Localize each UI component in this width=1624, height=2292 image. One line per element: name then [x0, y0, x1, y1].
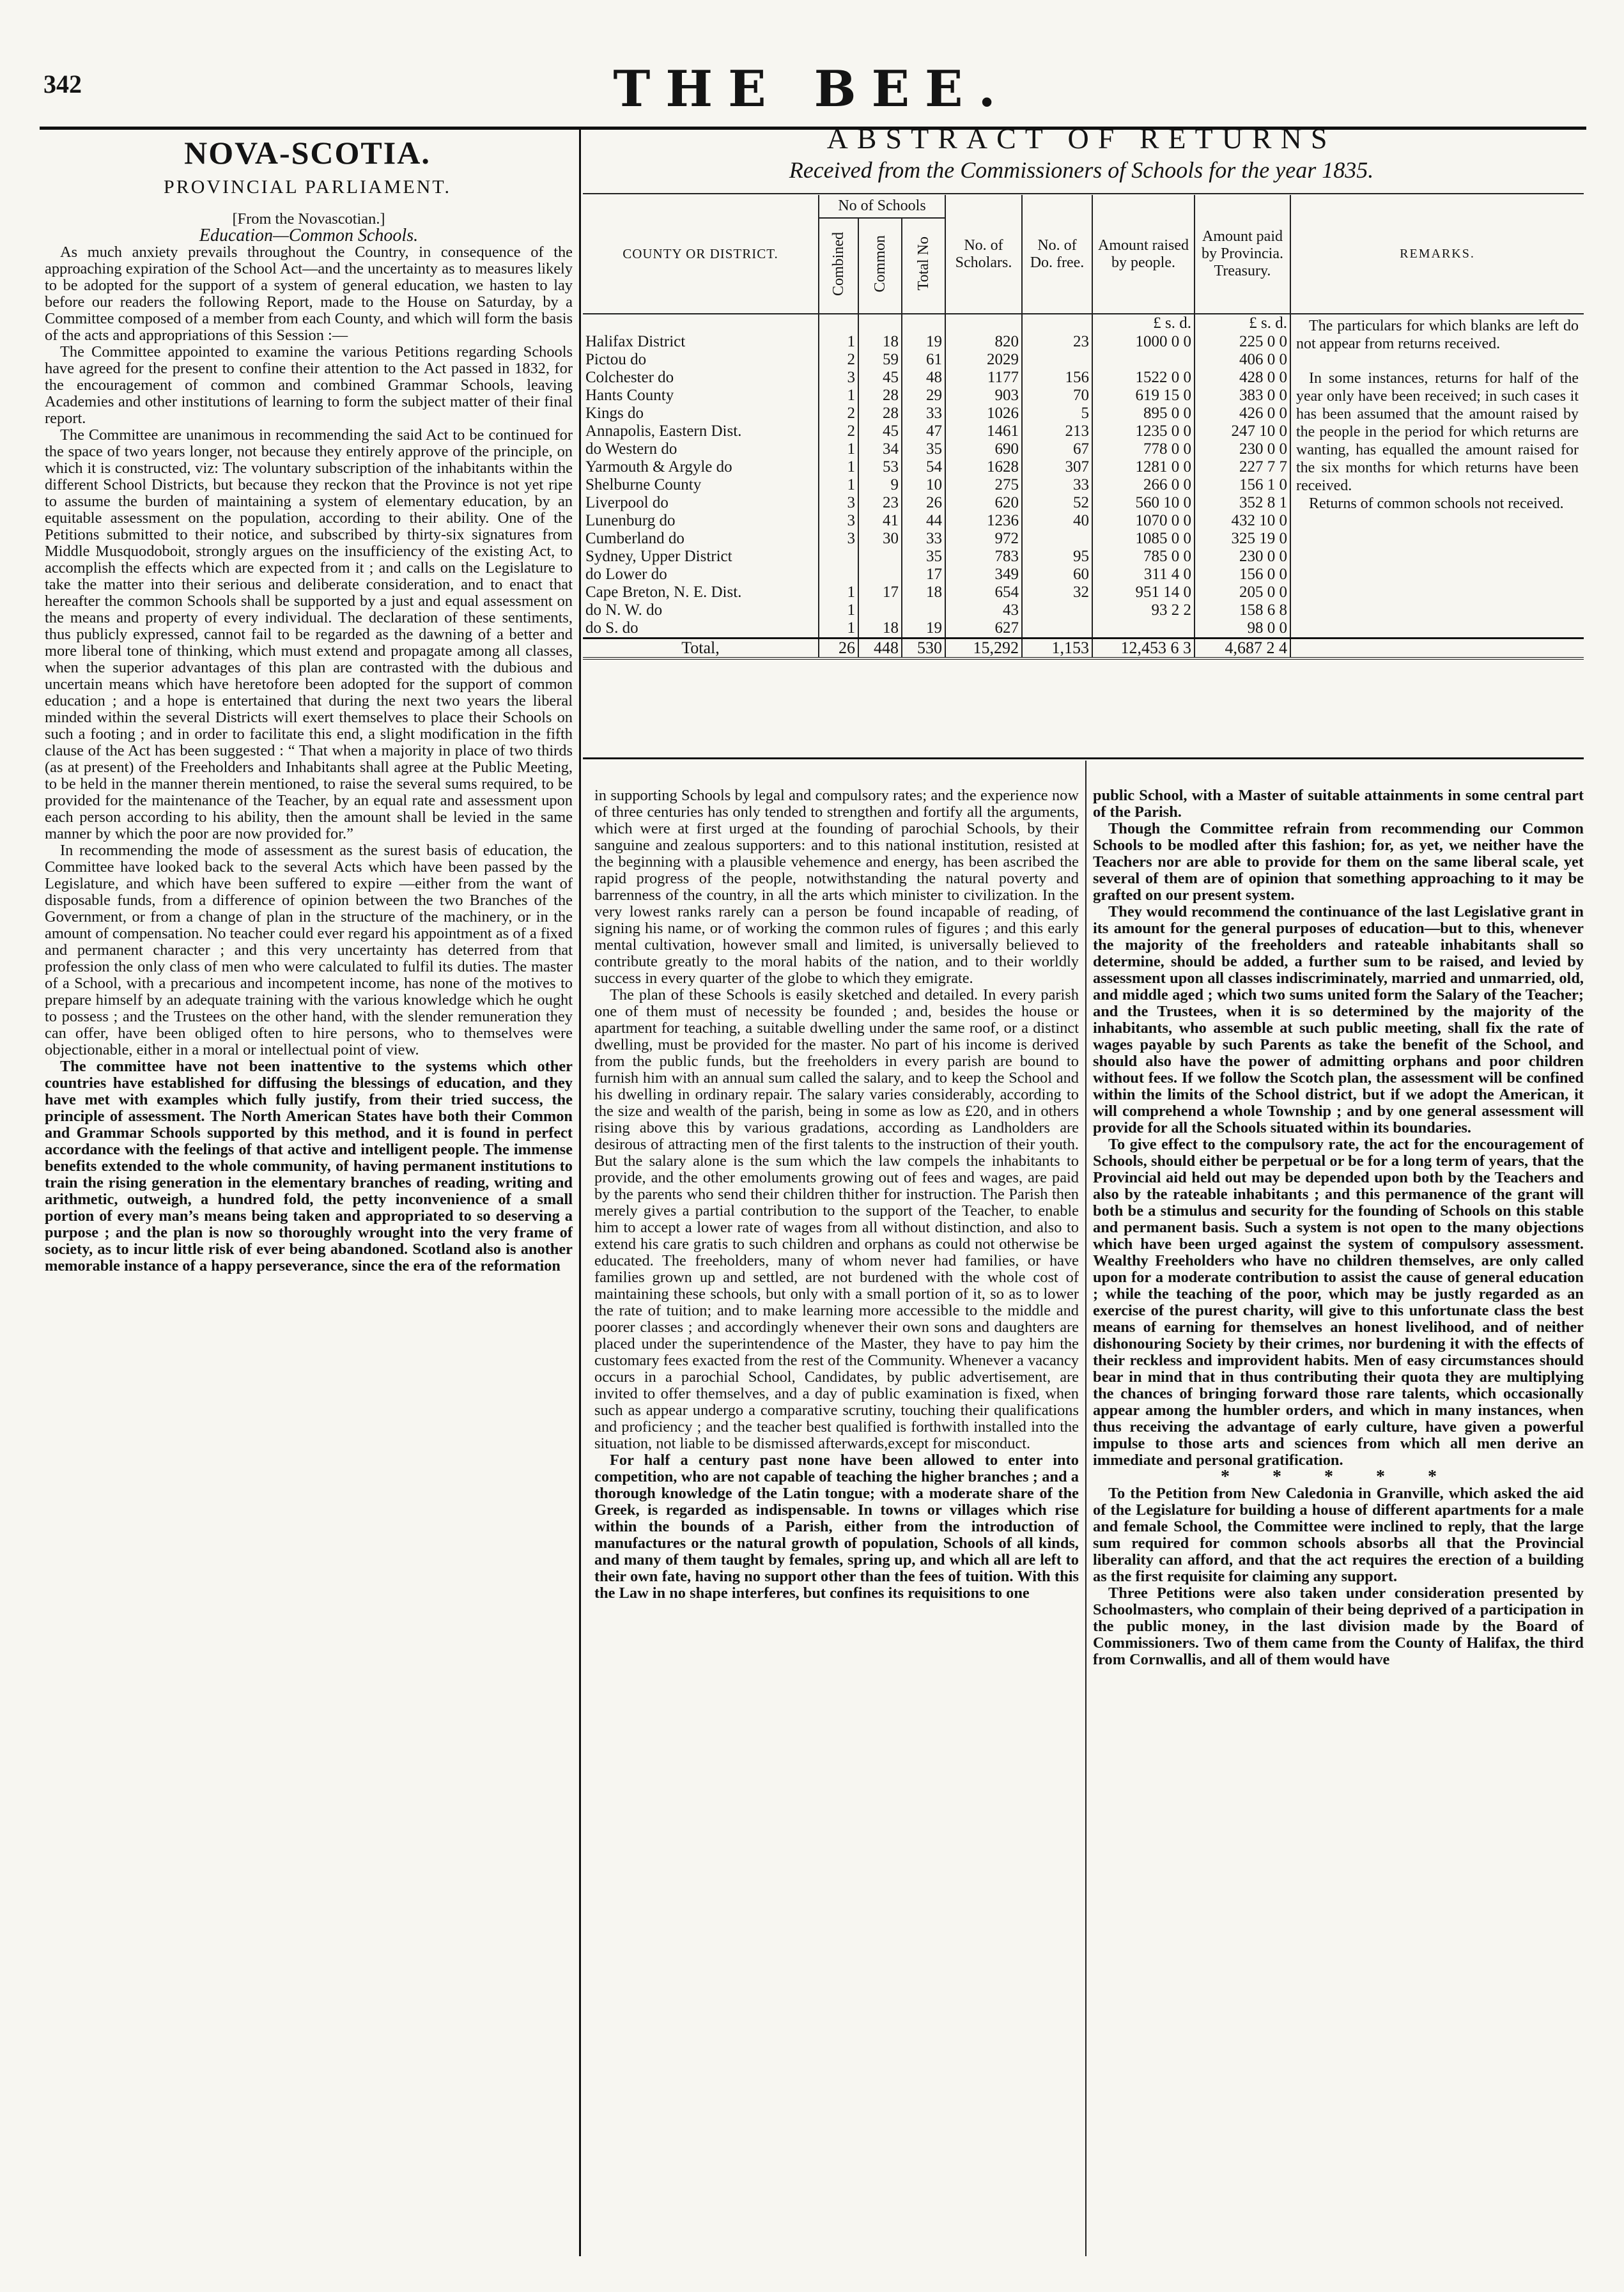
cell-scholars: 654: [945, 584, 1022, 601]
cell-raised: 1070 0 0: [1092, 512, 1195, 530]
paragraph: The Committee appointed to examine the various Petitions regarding Schools have agreed for the present to confine their attention to the Act passed in 1832, for the encouragement of common and combined Grammar Schools, leaving Academies and other institutions of learning to form the subject matter of their final report.: [45, 343, 573, 427]
cell-total: 29: [902, 387, 945, 405]
cell-total: 48: [902, 369, 945, 387]
cell-free: 5: [1022, 405, 1092, 422]
cell-raised: 895 0 0: [1092, 405, 1195, 422]
middle-column: [594, 787, 1079, 1602]
currency-label: £ s. d.: [1195, 314, 1290, 333]
cell-county: Kings do: [585, 405, 644, 422]
cell-combined: 3: [819, 369, 858, 387]
cell-raised: 1085 0 0: [1092, 530, 1195, 548]
col-header-common: Common: [871, 235, 888, 293]
cell-scholars: 1177: [945, 369, 1022, 387]
cell-free: 307: [1022, 458, 1092, 476]
cell-common: 53: [858, 458, 902, 476]
cell-total: 47: [902, 422, 945, 440]
remark-not-received: Returns of common schools not received.: [1309, 495, 1564, 512]
cell-county: Hants County: [585, 387, 674, 404]
paragraph: They would recommend the continuance of the last Legislative grant in its amount for the general purposes of education—but to this, whenever the majority of the freeholders and rateable inhabitants shall so determine, should be added, a further sum to be raised, and levied by assessment upon all classes indiscriminately, married and unmarried, old, and middle aged ; which two sums united form the Salary of the Teacher; and the Trustees, when it is so determined by the majority of the inhabitants, who assemble at such public meeting, shall fix the rate of wages payable by such Parents as take the benefit of the School, and should also have the power of admitting orphans and poor children without fees. If we follow the Scotch plan, the assessment will be confined within the limits of the School district, but if we adopt the American, it will comprehend a whole Township ; and by one general assessment will provide for all the Schools situated within its boundaries.: [1093, 903, 1584, 1136]
cell-scholars: 820: [945, 333, 1022, 351]
abstract-subtitle: Received from the Commissioners of Schools for the year 1835.: [789, 157, 1374, 183]
remark-blanks: The particulars for which blanks are left do not appear from returns received.: [1296, 318, 1579, 352]
cell-raised: [1092, 351, 1195, 369]
cell-combined: [819, 566, 858, 584]
cell-paid: 225 0 0: [1195, 333, 1290, 351]
abstract-title: ABSTRACT OF RETURNS: [826, 122, 1336, 155]
cell-raised: 785 0 0: [1092, 548, 1195, 566]
paragraph: As much anxiety prevails throughout the Country, in consequence of the approaching expiration of the School Act—and the uncertainty as to measures likely to be adopted for the support of a system of general education, we hasten to lay before our readers the following Report, made to the House on Saturday, by a Committee composed of a member from each County, and which will form the basis of the acts and appropriations of this Session :—: [45, 244, 573, 344]
cell-common: 41: [858, 512, 902, 530]
remark-half-year: In some instances, returns for half of the year only have been received; in such cases it has been assumed that the amount raised by the people in the period for which returns are wanting, has equalled the amount raised for the six months for which returns have been received.: [1296, 370, 1579, 494]
cell-county: do Western do: [585, 440, 677, 458]
cell-county: Liverpool do: [585, 494, 669, 511]
cell-paid: 406 0 0: [1195, 351, 1290, 369]
cell-combined: 2: [819, 422, 858, 440]
cell-county: Sydney, Upper District: [585, 548, 732, 565]
total-raised: 12,453 6 3: [1092, 639, 1195, 659]
cell-combined: 1: [819, 619, 858, 639]
source-note: [From the Novascotian.]: [232, 210, 385, 228]
cell-county: Lunenburg do: [585, 512, 676, 529]
cell-county: Cape Breton, N. E. Dist.: [585, 584, 742, 601]
cell-raised: 266 0 0: [1092, 476, 1195, 494]
abstract-body: [583, 314, 1584, 639]
total-paid: 4,687 2 4: [1195, 639, 1290, 659]
cell-total: 17: [902, 566, 945, 584]
cell-combined: 1: [819, 458, 858, 476]
cell-common: 23: [858, 494, 902, 512]
cell-free: 67: [1022, 440, 1092, 458]
cell-common: 34: [858, 440, 902, 458]
cell-paid: 426 0 0: [1195, 405, 1290, 422]
cell-common: 18: [858, 619, 902, 639]
cell-scholars: 275: [945, 476, 1022, 494]
cell-county: do S. do: [585, 619, 638, 637]
cell-paid: 205 0 0: [1195, 584, 1290, 601]
cell-scholars: 1236: [945, 512, 1022, 530]
total-row: [583, 639, 1584, 659]
cell-free: 33: [1022, 476, 1092, 494]
cell-county: Pictou do: [585, 351, 647, 368]
paragraph: The committee have not been inattentive to the systems which other countries have established for diffusing the blessings of education, and they have met with examples which fully justify, from their tried success, the principle of assessment. The North American States have both their Common and Grammar Schools supported by this method, and it is found in perfect accordance with the feelings of that active and intelligent people. The immense benefits extended to the whole community, of having permanent institutions to train the rising generation in the elementary branches of reading, writing and arithmetic, outweigh, a hundred fold, the petty inconvenience of a small portion of every man’s means being taken and appropriated to so deserving a purpose ; and the plan is now so thoroughly wrought into the very frame of society, as to incur little risk of ever being abandoned. Scotland also is another memorable instance of a happy perseverance, since the era of the reformation: [45, 1058, 573, 1274]
cell-combined: 1: [819, 476, 858, 494]
cell-scholars: 783: [945, 548, 1022, 566]
cell-free: 40: [1022, 512, 1092, 530]
total-common: 448: [858, 639, 902, 659]
cell-paid: 158 6 8: [1195, 601, 1290, 619]
cell-total: 35: [902, 440, 945, 458]
paragraph: Three Petitions were also taken under consideration presented by Schoolmasters, who complain of their being deprived of a participation in the public money, in the last division made by the Board of Commissioners. Two of them came from the County of Halifax, the third from Cornwallis, and all of them would have: [1093, 1584, 1584, 1668]
cell-free: 60: [1022, 566, 1092, 584]
cell-paid: 156 1 0: [1195, 476, 1290, 494]
section-subtitle: PROVINCIAL PARLIAMENT.: [164, 176, 451, 197]
abstract-table-wrap: [583, 195, 1584, 660]
cell-free: 95: [1022, 548, 1092, 566]
cell-raised: 93 2 2: [1092, 601, 1195, 619]
cell-combined: 2: [819, 351, 858, 369]
total-label: Total,: [583, 639, 819, 659]
cell-combined: [819, 548, 858, 566]
cell-free: [1022, 351, 1092, 369]
column-rule: [1085, 761, 1087, 2256]
section-title: NOVA-SCOTIA.: [184, 135, 431, 171]
cell-scholars: 972: [945, 530, 1022, 548]
cell-raised: 1235 0 0: [1092, 422, 1195, 440]
cell-scholars: 627: [945, 619, 1022, 639]
cell-common: 28: [858, 405, 902, 422]
cell-scholars: 1628: [945, 458, 1022, 476]
section-stars: * * * * *: [1221, 1467, 1456, 1487]
cell-paid: 428 0 0: [1195, 369, 1290, 387]
abstract-bottom-rule: [583, 757, 1584, 759]
cell-total: 54: [902, 458, 945, 476]
masthead: THE BEE.: [613, 60, 1011, 118]
paragraph: in supporting Schools by legal and compulsory rates; and the experience now of three centuries has only tended to strengthen and fortify all the arguments, which were at first urged at the founding of parochial Schools, by their sanguine and zealous supporters: and to this national institution, resisted at the beginning with a plausible vehemence and energy, has been ascribed the rapid progress of the people, notwithstanding the natural poverty and barrenness of the country, in all the arts which minister to civilization. In the very lowest ranks rarely can a person be found incapable of reading, of signing his name, or of working the common rules of figures ; and this early mental cultivation, however small and limited, is universally believed to contribute greatly to the moral habits of the nation, and to their worldly success in every quarter of the globe to which they emigrate.: [594, 787, 1079, 987]
cell-combined: 1: [819, 387, 858, 405]
cell-county: Annapolis, Eastern Dist.: [585, 422, 742, 440]
cell-free: 52: [1022, 494, 1092, 512]
cell-total: 33: [902, 405, 945, 422]
cell-raised: 560 10 0: [1092, 494, 1195, 512]
cell-county: Cumberland do: [585, 530, 684, 547]
cell-scholars: 620: [945, 494, 1022, 512]
cell-combined: 3: [819, 494, 858, 512]
cell-free: 213: [1022, 422, 1092, 440]
cell-common: [858, 601, 902, 619]
cell-common: 28: [858, 387, 902, 405]
col-header-scholars: No. of Scholars.: [945, 195, 1022, 314]
col-header-raised: Amount raised by people.: [1092, 195, 1195, 314]
cell-paid: 352 8 1: [1195, 494, 1290, 512]
paragraph: The Committee are unanimous in recommending the said Act to be continued for the space of two years longer, not because they entirely approve of the principle, on which it is constructed, viz: The voluntary subscription of the inhabitants within the different School Districts, but because they reckon that the Province is not yet ripe to assume the burden of maintaining a system of elementary education, by an equitable assessment on the population, according to their ability. One of the Petitions submitted to their notice, and subscribed by thirty-six signatures from Middle Musquodoboit, strongly argues on the insufficiency of the existing Act, to accomplish the effects which are expected from it ; and calls on the Legislature to take the matter into their serious and deliberate consideration, and to enact that hereafter the common Schools shall be supported by a just and equal assessment on the means and property of every individual. The declaration of these sentiments, thus publicly expressed, cannot fail to be regarded as the dawning of a better and more liberal tone of thinking, which must extend and propagate among all classes, when the superior advantages of this plan are contrasted with the dubious and uncertain means which have heretofore been adopted for the support of common education ; and a hope is entertained that during the next two years the liberal minded within the several Districts will exert themselves to place their Schools on such a footing ; and in order to facilitate this end, a slight modification in the fifth clause of the Act has been suggested : “ That when a majority in place of two thirds (as at present) of the Freeholders and Inhabitants shall agree at the Public Meeting, to be held in the manner therein mentioned, to raise the several sums required, to be provided for the maintenance of the Teacher, by an equal rate and assessment upon each person according to his ability, then the amount shall be levied in the same manner by which the poor are now provided for.”: [45, 426, 573, 842]
cell-free: [1022, 601, 1092, 619]
cell-common: 59: [858, 351, 902, 369]
cell-county: Yarmouth & Argyle do: [585, 458, 732, 476]
cell-total: 19: [902, 619, 945, 639]
cell-common: [858, 548, 902, 566]
cell-raised: 1000 0 0: [1092, 333, 1195, 351]
cell-scholars: 43: [945, 601, 1022, 619]
cell-scholars: 2029: [945, 351, 1022, 369]
total-scholars: 15,292: [945, 639, 1022, 659]
paragraph: To the Petition from New Caledonia in Granville, which asked the aid of the Legislature for building a house of different apartments for a male and female School, the Committee were inclined to reply, that the large sum required for common schools absorbs all that the Provincial liberality can afford, and that the act requires the erection of a building as the first requisite for claiming any support.: [1093, 1485, 1584, 1585]
total-combined: 26: [819, 639, 858, 659]
cell-common: [858, 566, 902, 584]
cell-common: 45: [858, 422, 902, 440]
cell-county: do N. W. do: [585, 601, 663, 619]
cell-scholars: 349: [945, 566, 1022, 584]
cell-free: [1022, 619, 1092, 639]
cell-paid: 383 0 0: [1195, 387, 1290, 405]
cell-county: Shelburne County: [585, 476, 702, 493]
abstract-table: [583, 195, 1584, 660]
cell-paid: 98 0 0: [1195, 619, 1290, 639]
total-free: 1,153: [1022, 639, 1092, 659]
cell-paid: 230 0 0: [1195, 440, 1290, 458]
col-header-combined: Combined: [830, 231, 847, 296]
col-header-county: COUNTY OR DISTRICT.: [583, 195, 819, 314]
cell-paid: 247 10 0: [1195, 422, 1290, 440]
paragraph: For half a century past none have been allowed to enter into competition, who are not capable of teaching the higher branches ; and a thorough knowledge of the Latin tongue; with a moderate share of the Greek, is regarded as indispensable. In towns or villages which rise within the bounds of a Parish, either from the introduction of manufactures or the natural growth of population, Schools of all kinds, and many of them taught by females, spring up, and which all are left to their own fate, having no support other than the fees of tuition. With this the Law in no shape interferes, but confines its requisitions to one: [594, 1452, 1079, 1602]
col-header-paid: Amount paid by Provincia. Treasury.: [1195, 195, 1290, 314]
cell-county: Halifax District: [585, 333, 686, 350]
cell-free: 23: [1022, 333, 1092, 351]
cell-paid: 325 19 0: [1195, 530, 1290, 548]
cell-raised: [1092, 619, 1195, 639]
cell-common: 30: [858, 530, 902, 548]
col-header-total-no: Total No: [915, 236, 932, 291]
cell-total: 19: [902, 333, 945, 351]
cell-raised: 778 0 0: [1092, 440, 1195, 458]
cell-paid: 432 10 0: [1195, 512, 1290, 530]
cell-common: 17: [858, 584, 902, 601]
cell-total: [902, 601, 945, 619]
cell-raised: 1522 0 0: [1092, 369, 1195, 387]
cell-free: 70: [1022, 387, 1092, 405]
cell-combined: 3: [819, 512, 858, 530]
cell-total: 44: [902, 512, 945, 530]
cell-combined: 2: [819, 405, 858, 422]
cell-combined: 3: [819, 530, 858, 548]
cell-paid: 227 7 7: [1195, 458, 1290, 476]
cell-free: 156: [1022, 369, 1092, 387]
paragraph: In recommending the mode of assessment as the surest basis of education, the Committee have looked back to the several Acts which have been passed by the Legislature, and which have been suffered to expire —either from the want of disposable funds, from a difference of opinion between the two Branches of the Government, or from a change of plan in the structure of the machinery, or in the amount of compensation. No teacher could ever regard his appointment as of a fixed and permanent character ; and this very uncertainty has deterred from that profession the only class of men who were calculated to fulfil its duties. The master of a School, with a precarious and incompetent income, has none of the motives to prepare himself by an adequate training with the various knowledge which he ought to possess ; and the Trustees on the other hand, with the slender remuneration they can offer, have been obliged often to hire persons, who to themselves were objectionable, either in a moral or intellectual point of view.: [45, 842, 573, 1058]
cell-combined: 1: [819, 584, 858, 601]
cell-common: 18: [858, 333, 902, 351]
cell-paid: 230 0 0: [1195, 548, 1290, 566]
cell-total: 26: [902, 494, 945, 512]
paragraph: The plan of these Schools is easily sketched and detailed. In every parish one of them must of necessity be founded ; and, besides the house or apartment for teaching, a suitable dwelling under the same roof, or a distinct dwelling, must be provided for the master. No part of his income is derived from the public funds, but the freeholders in every parish are bound to furnish him with an annual sum called the salary, and to keep the School and his dwelling in ordinary repair. The salary varies considerably, according to the size and wealth of the parish, being in some as low as £20, and in others rising above this by various gradations, according as Landholders are desirous of attracting men of the first talents to the instruction of their youth. But the salary alone is the sum which the law compels the inhabitants to provide, and the other emoluments growing out of fees and wages, are paid by the parents who send their children thither for instruction. The Parish then merely gives a partial contribution to the support of the Teacher, to enable him to accept a lower rate of wages from all without distinction, and also to extend his care gratis to such children and orphans as could not otherwise be educated. The freeholders, many of whom never had families, or have families grown up and settled, are not burdened with the whole cost of maintaining these schools, but only with a small portion of it, so as to lower the rate of tuition; and to make learning more accessible to the middle and poorer classes ; and accordingly whenever their own sons and daughters are placed under the superintendence of the Master, they have to pay him the customary fees exacted from the rest of the Community. Whenever a vacancy occurs in a parochial School, Candidates, by public advertisement, are invited to offer themselves, and a day of public examination is fixed, when such as appear undergo a comparative scrutiny, touching their qualifications and proficiency ; and the teacher best qualified is forthwith installed into the situation, not liable to be dismissed afterwards,except for misconduct.: [594, 986, 1079, 1452]
cell-county: do Lower do: [585, 566, 667, 583]
cell-total: 10: [902, 476, 945, 494]
cell-scholars: 903: [945, 387, 1022, 405]
cell-total: 61: [902, 351, 945, 369]
left-column-rule: [579, 128, 581, 2256]
cell-combined: 1: [819, 601, 858, 619]
cell-common: 9: [858, 476, 902, 494]
paragraph: Though the Committee refrain from recommending our Common Schools to be modled after this fashion; for, as yet, we neither have the Teachers nor are able to provide for them on the same liberal scale, yet several of them are of opinion that something approaching to it may be grafted on our present system.: [1093, 820, 1584, 904]
cell-raised: 1281 0 0: [1092, 458, 1195, 476]
right-column: [1093, 787, 1584, 1668]
cell-combined: 1: [819, 333, 858, 351]
cell-total: 35: [902, 548, 945, 566]
cell-scholars: 1026: [945, 405, 1022, 422]
cell-free: [1022, 530, 1092, 548]
cell-raised: 311 4 0: [1092, 566, 1195, 584]
cell-paid: 156 0 0: [1195, 566, 1290, 584]
total-total: 530: [902, 639, 945, 659]
article-topic: Education—Common Schools.: [199, 226, 419, 245]
cell-raised: 951 14 0: [1092, 584, 1195, 601]
cell-common: 45: [858, 369, 902, 387]
col-header-remarks: REMARKS.: [1290, 195, 1584, 314]
paragraph: public School, with a Master of suitable attainments in some central part of the Parish.: [1093, 787, 1584, 821]
paragraph: To give effect to the compulsory rate, the act for the encouragement of Schools, should either be perpetual or be for a long term of years, that the Provincial aid held out may be depended upon both by the Teachers and also by the rateable inhabitants ; and this permanence of the grant will both be a stimulus and security for the founding of Schools on this stable and permanent basis. Such a system is not open to the many objections which have been urged against the system of compulsory assessment. Wealthy Freeholders who have no children themselves, are only called upon for a moderate contribution to assist the cause of general education ; while the teaching of the poor, which may be justly regarded as an exercise of the purest charity, will give to this unfortunate class the best means of earning for themselves an honest livelihood, and of neither dishonouring Society by their crimes, nor burdening it with the effects of their reckless and improvident habits. Men of easy circumstances should bear in mind that in thus contributing their quota they are multiplying the chances of bringing forward those rare talents, which occasionally appear among the humbler orders, and which in many instances, when thus receiving the advantage of early culture, have given a powerful impulse to those arts and sciences from which all men derive an immediate and personal gratification.: [1093, 1136, 1584, 1469]
cell-scholars: 1461: [945, 422, 1022, 440]
col-header-free: No. of Do. free.: [1022, 195, 1092, 314]
cell-total: 33: [902, 530, 945, 548]
cell-scholars: 690: [945, 440, 1022, 458]
left-column: [45, 211, 573, 1274]
cell-combined: 1: [819, 440, 858, 458]
col-header-no-of-schools: No of Schools: [819, 195, 945, 218]
page-number: 342: [43, 70, 82, 98]
cell-total: 18: [902, 584, 945, 601]
cell-free: 32: [1022, 584, 1092, 601]
abstract-top-rule: [583, 193, 1584, 194]
currency-label: £ s. d.: [1092, 314, 1195, 333]
cell-raised: 619 15 0: [1092, 387, 1195, 405]
cell-county: Colchester do: [585, 369, 674, 386]
